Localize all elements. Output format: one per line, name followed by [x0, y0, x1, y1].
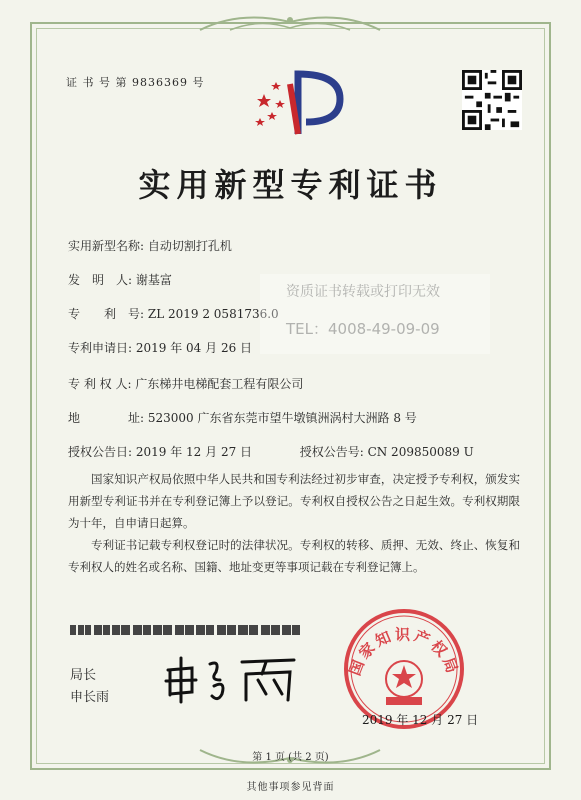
director-name: 申长雨	[70, 690, 110, 705]
watermark-phone: TEL：4008-49-09-09	[286, 320, 440, 338]
seal-text: 国家知识产权局	[345, 625, 463, 679]
cert-number-value: 9836369	[132, 76, 188, 89]
cert-number-suffix: 号	[192, 76, 205, 89]
certificate-title: 实用新型专利证书	[138, 166, 443, 204]
field-utility-model-name: 实用新型名称: 自动切割打孔机	[68, 239, 232, 253]
field-grant-date: 授权公告日: 2019 年 12 月 27 日 授权公告号: CN 209850089 U	[68, 445, 474, 459]
footer-note: 其他事项参见背面	[246, 782, 335, 793]
director-title: 局长	[70, 668, 97, 683]
announcement-value: CN 209850089 U	[367, 445, 474, 459]
field-application-date: 专利申请日: 2019 年 04 月 26 日	[68, 341, 253, 355]
cnipa-logo-icon	[250, 64, 350, 144]
page-number: 第 1 页 (共 2 页)	[252, 752, 329, 763]
qr-code-icon	[462, 70, 522, 130]
field-patent-number: 专 利 号: ZL 2019 2 0581736.0	[68, 307, 279, 321]
field-inventor: 发 明 人: 谢基富	[68, 273, 172, 287]
watermark-text: 资质证书转载或打印无效	[286, 284, 440, 300]
paragraph-grant-notice: 国家知识产权局依照中华人民共和国专利法经过初步审查，决定授予专利权，颁发实用新型专利证书并在专利登记簿上予以登记。专利权自授权公告之日起生效。专利权期限为十年，自申请日起算。	[68, 472, 520, 530]
field-address: 地 址: 523000 广东省东莞市望牛墩镇洲涡村大洲路 8 号	[68, 411, 417, 425]
top-ornament-icon	[190, 8, 390, 38]
announcement-label: 授权公告号:	[299, 445, 364, 459]
handwritten-signature-icon	[162, 650, 302, 705]
cert-number-label: 证 书 号 第	[66, 76, 128, 89]
seal-date: 2019 年 12 月 27 日	[362, 713, 479, 727]
barcode-strip	[70, 625, 300, 635]
certificate-number	[66, 74, 205, 90]
paragraph-legal-status: 专利证书记载专利权登记时的法律状况。专利权的转移、质押、无效、终止、恢复和专利权人的姓名或名称、国籍、地址变更等事项记载在专利登记簿上。	[68, 538, 520, 574]
field-patentee: 专 利 权 人: 广东梯井电梯配套工程有限公司	[68, 377, 304, 391]
